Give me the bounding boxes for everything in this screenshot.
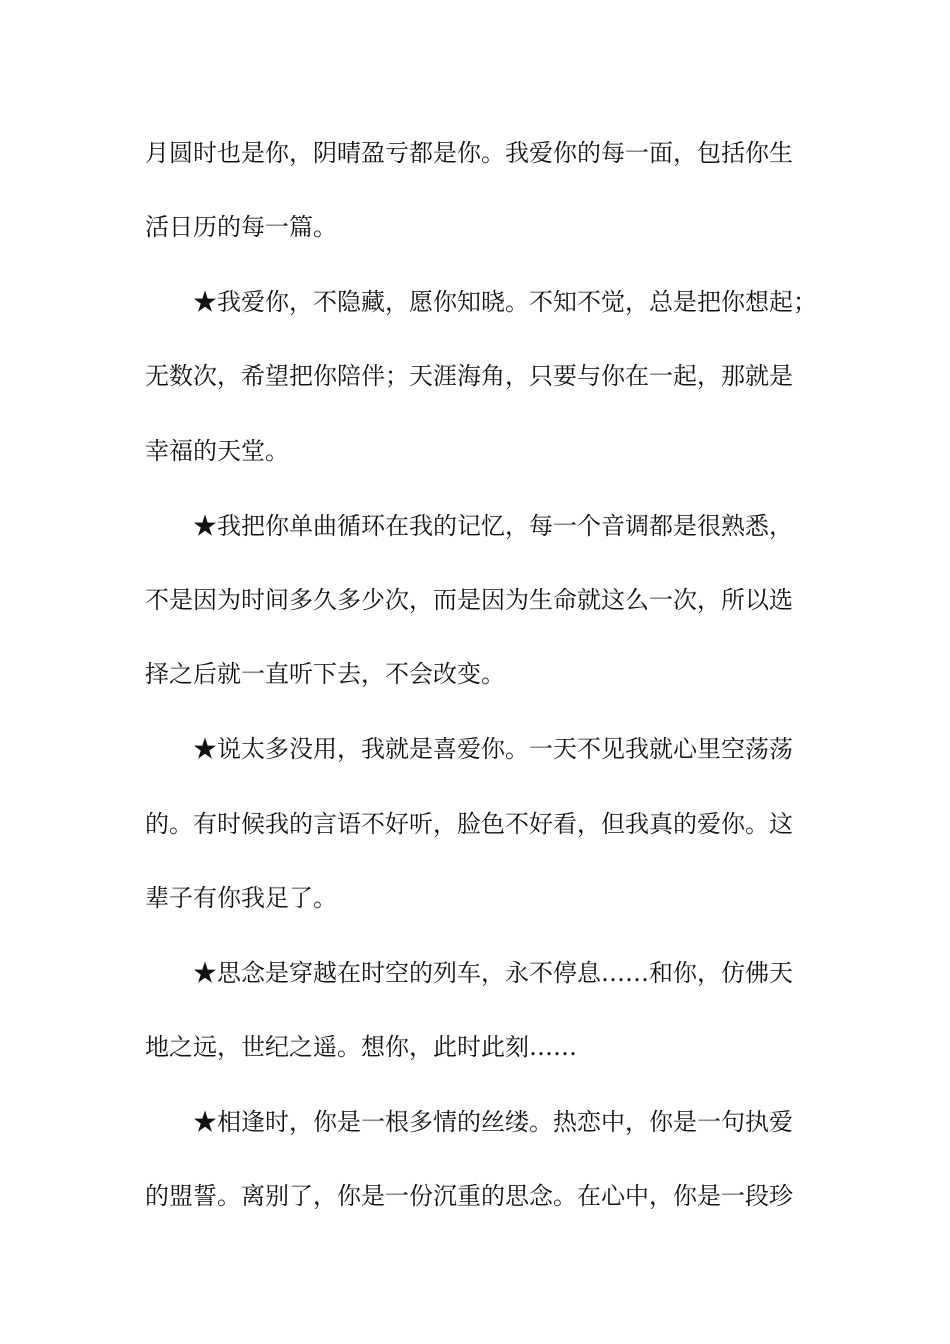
text-line: 幸福的天堂。	[145, 437, 289, 465]
text-line: 无数次，希望把你陪伴；天涯海角，只要与你在一起，那就是	[145, 362, 793, 390]
text-line: 不是因为时间多久多少次，而是因为生命就这么一次，所以选	[145, 586, 793, 614]
text-line: 活日历的每一篇。	[145, 213, 337, 241]
text-line: 的盟誓。离别了，你是一份沉重的思念。在心中，你是一段珍	[145, 1182, 793, 1210]
paragraph-first-line: ★相逢时，你是一根多情的丝缕。热恋中，你是一句执爱	[193, 1108, 793, 1136]
paragraph-first-line: ★说太多没用，我就是喜爱你。一天不见我就心里空荡荡	[193, 735, 793, 763]
text-line: 地之远，世纪之遥。想你，此时此刻……	[145, 1033, 577, 1061]
paragraph-first-line: ★思念是穿越在时空的列车，永不停息……和你，仿佛天	[193, 959, 793, 987]
text-line: 择之后就一直听下去，不会改变。	[145, 660, 505, 688]
text-line: 的。有时候我的言语不好听，脸色不好看，但我真的爱你。这	[145, 810, 793, 838]
text-line: 月圆时也是你，阴晴盈亏都是你。我爱你的每一面，包括你生	[145, 139, 793, 167]
paragraph-first-line: ★我把你单曲循环在我的记忆，每一个音调都是很熟悉，	[193, 512, 793, 540]
text-line: 辈子有你我足了。	[145, 884, 337, 912]
paragraph-first-line: ★我爱你，不隐藏，愿你知晓。不知不觉，总是把你想起；	[193, 288, 817, 316]
